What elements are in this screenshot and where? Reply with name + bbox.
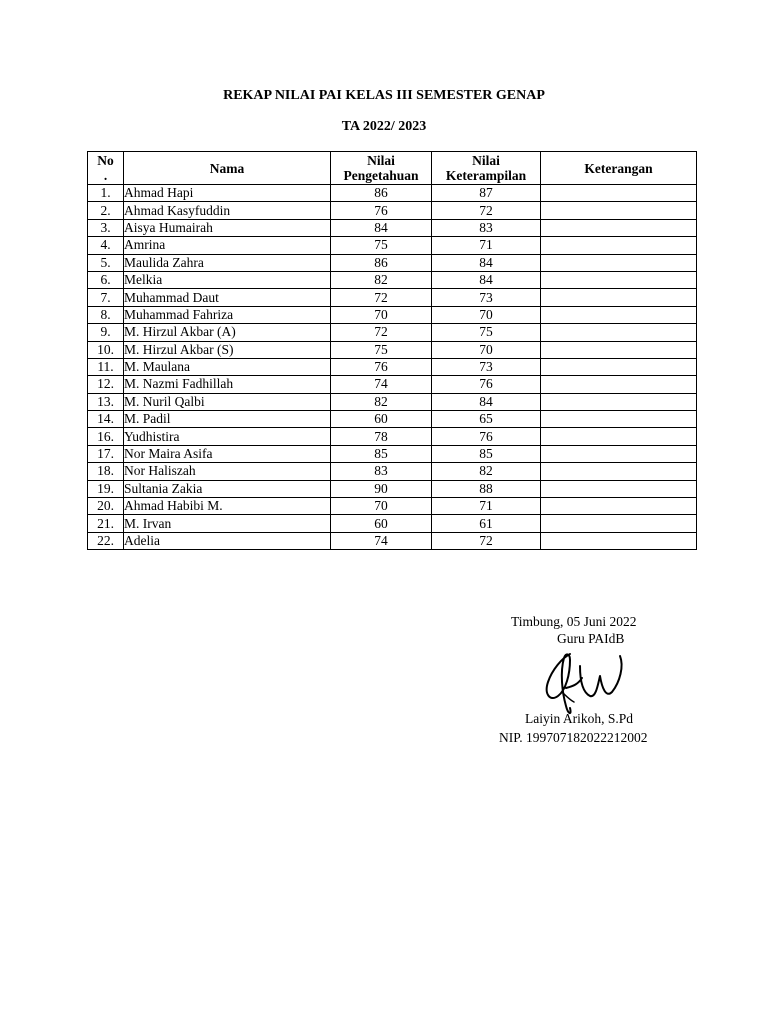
cell-nama: M. Padil bbox=[124, 411, 331, 428]
cell-no: 5. bbox=[88, 254, 124, 271]
grades-table bbox=[87, 151, 697, 550]
cell-no: 22. bbox=[88, 532, 124, 549]
cell-no: 19. bbox=[88, 480, 124, 497]
cell-pengetahuan: 82 bbox=[331, 271, 432, 288]
cell-nama: M. Maulana bbox=[124, 358, 331, 375]
cell-keterampilan: 83 bbox=[432, 219, 541, 236]
cell-nama: Amrina bbox=[124, 237, 331, 254]
table-row bbox=[88, 289, 697, 306]
cell-keterampilan: 73 bbox=[432, 358, 541, 375]
cell-no: 10. bbox=[88, 341, 124, 358]
cell-keterangan bbox=[541, 185, 697, 202]
cell-nama: M. Hirzul Akbar (A) bbox=[124, 324, 331, 341]
cell-keterampilan: 73 bbox=[432, 289, 541, 306]
cell-nama: Muhammad Fahriza bbox=[124, 306, 331, 323]
table-row bbox=[88, 515, 697, 532]
cell-no: 18. bbox=[88, 463, 124, 480]
cell-nama: Ahmad Kasyfuddin bbox=[124, 202, 331, 219]
cell-keterampilan: 61 bbox=[432, 515, 541, 532]
cell-no: 3. bbox=[88, 219, 124, 236]
cell-nama: M. Nuril Qalbi bbox=[124, 393, 331, 410]
table-row bbox=[88, 237, 697, 254]
header-nama: Nama bbox=[124, 152, 331, 185]
cell-pengetahuan: 86 bbox=[331, 254, 432, 271]
cell-keterampilan: 88 bbox=[432, 480, 541, 497]
table-row bbox=[88, 463, 697, 480]
cell-keterangan bbox=[541, 498, 697, 515]
cell-nama: M. Hirzul Akbar (S) bbox=[124, 341, 331, 358]
cell-nama: Aisya Humairah bbox=[124, 219, 331, 236]
cell-pengetahuan: 83 bbox=[331, 463, 432, 480]
signer-nip: NIP. 199707182022212002 bbox=[499, 730, 648, 745]
header-no-label: No . bbox=[97, 153, 114, 183]
cell-keterampilan: 71 bbox=[432, 498, 541, 515]
cell-keterampilan: 84 bbox=[432, 254, 541, 271]
cell-pengetahuan: 86 bbox=[331, 185, 432, 202]
cell-keterampilan: 84 bbox=[432, 393, 541, 410]
cell-no: 4. bbox=[88, 237, 124, 254]
cell-pengetahuan: 72 bbox=[331, 324, 432, 341]
cell-pengetahuan: 72 bbox=[331, 289, 432, 306]
cell-nama: Sultania Zakia bbox=[124, 480, 331, 497]
signer-role: Guru PAIdB bbox=[557, 631, 625, 646]
cell-pengetahuan: 75 bbox=[331, 341, 432, 358]
cell-no: 11. bbox=[88, 358, 124, 375]
cell-keterangan bbox=[541, 271, 697, 288]
cell-keterangan bbox=[541, 428, 697, 445]
cell-pengetahuan: 78 bbox=[331, 428, 432, 445]
cell-keterangan bbox=[541, 480, 697, 497]
cell-keterangan bbox=[541, 237, 697, 254]
table-row bbox=[88, 532, 697, 549]
cell-pengetahuan: 75 bbox=[331, 237, 432, 254]
cell-keterangan bbox=[541, 376, 697, 393]
cell-keterangan bbox=[541, 445, 697, 462]
header-pengetahuan: Nilai Pengetahuan bbox=[331, 152, 432, 185]
cell-keterangan bbox=[541, 411, 697, 428]
header-no bbox=[88, 152, 124, 185]
cell-keterampilan: 71 bbox=[432, 237, 541, 254]
cell-no: 6. bbox=[88, 271, 124, 288]
cell-no: 7. bbox=[88, 289, 124, 306]
cell-pengetahuan: 76 bbox=[331, 202, 432, 219]
table-row bbox=[88, 185, 697, 202]
cell-nama: Melkia bbox=[124, 271, 331, 288]
cell-pengetahuan: 76 bbox=[331, 358, 432, 375]
table-row bbox=[88, 428, 697, 445]
cell-pengetahuan: 74 bbox=[331, 376, 432, 393]
cell-no: 9. bbox=[88, 324, 124, 341]
table-body bbox=[88, 185, 697, 550]
cell-nama: Nor Maira Asifa bbox=[124, 445, 331, 462]
cell-pengetahuan: 60 bbox=[331, 515, 432, 532]
cell-pengetahuan: 74 bbox=[331, 532, 432, 549]
cell-pengetahuan: 90 bbox=[331, 480, 432, 497]
cell-nama: M. Nazmi Fadhillah bbox=[124, 376, 331, 393]
table-row bbox=[88, 219, 697, 236]
table-row bbox=[88, 202, 697, 219]
cell-no: 1. bbox=[88, 185, 124, 202]
signer-name: Laiyin Arikoh, S.Pd bbox=[525, 711, 634, 726]
cell-no: 16. bbox=[88, 428, 124, 445]
cell-keterangan bbox=[541, 219, 697, 236]
cell-pengetahuan: 84 bbox=[331, 219, 432, 236]
document-subtitle: TA 2022/ 2023 bbox=[341, 119, 427, 134]
table-row bbox=[88, 358, 697, 375]
cell-pengetahuan: 82 bbox=[331, 393, 432, 410]
table-header-row bbox=[88, 152, 697, 185]
table-row bbox=[88, 254, 697, 271]
table-row bbox=[88, 341, 697, 358]
cell-nama: Maulida Zahra bbox=[124, 254, 331, 271]
cell-nama: Nor Haliszah bbox=[124, 463, 331, 480]
header-keterampilan: Nilai Keterampilan bbox=[432, 152, 541, 185]
cell-keterangan bbox=[541, 358, 697, 375]
cell-pengetahuan: 70 bbox=[331, 498, 432, 515]
cell-keterampilan: 72 bbox=[432, 202, 541, 219]
cell-keterampilan: 65 bbox=[432, 411, 541, 428]
cell-keterampilan: 76 bbox=[432, 428, 541, 445]
cell-pengetahuan: 60 bbox=[331, 411, 432, 428]
cell-nama: Adelia bbox=[124, 532, 331, 549]
table-row bbox=[88, 271, 697, 288]
cell-keterampilan: 84 bbox=[432, 271, 541, 288]
table-row bbox=[88, 393, 697, 410]
cell-no: 13. bbox=[88, 393, 124, 410]
cell-nama: Yudhistira bbox=[124, 428, 331, 445]
cell-keterampilan: 87 bbox=[432, 185, 541, 202]
cell-nama: Muhammad Daut bbox=[124, 289, 331, 306]
cell-nama: Ahmad Hapi bbox=[124, 185, 331, 202]
cell-keterangan bbox=[541, 532, 697, 549]
header-keterangan: Keterangan bbox=[541, 152, 697, 185]
table-row bbox=[88, 498, 697, 515]
cell-no: 12. bbox=[88, 376, 124, 393]
cell-keterangan bbox=[541, 393, 697, 410]
cell-keterangan bbox=[541, 463, 697, 480]
cell-no: 2. bbox=[88, 202, 124, 219]
place-date: Timbung, 05 Juni 2022 bbox=[511, 614, 637, 629]
table-row bbox=[88, 445, 697, 462]
cell-no: 8. bbox=[88, 306, 124, 323]
cell-keterampilan: 76 bbox=[432, 376, 541, 393]
table-row bbox=[88, 480, 697, 497]
table-row bbox=[88, 376, 697, 393]
cell-keterangan bbox=[541, 254, 697, 271]
cell-keterangan bbox=[541, 289, 697, 306]
cell-keterampilan: 72 bbox=[432, 532, 541, 549]
table-row bbox=[88, 411, 697, 428]
cell-keterampilan: 70 bbox=[432, 306, 541, 323]
cell-nama: M. Irvan bbox=[124, 515, 331, 532]
document-title: REKAP NILAI PAI KELAS III SEMESTER GENAP bbox=[223, 88, 545, 103]
cell-no: 14. bbox=[88, 411, 124, 428]
table-row bbox=[88, 324, 697, 341]
cell-pengetahuan: 85 bbox=[331, 445, 432, 462]
cell-keterampilan: 85 bbox=[432, 445, 541, 462]
cell-keterangan bbox=[541, 515, 697, 532]
cell-pengetahuan: 70 bbox=[331, 306, 432, 323]
cell-no: 21. bbox=[88, 515, 124, 532]
handwritten-signature bbox=[540, 648, 630, 720]
cell-no: 17. bbox=[88, 445, 124, 462]
cell-nama: Ahmad Habibi M. bbox=[124, 498, 331, 515]
table-row bbox=[88, 306, 697, 323]
cell-keterangan bbox=[541, 324, 697, 341]
cell-keterangan bbox=[541, 306, 697, 323]
cell-keterampilan: 75 bbox=[432, 324, 541, 341]
cell-keterangan bbox=[541, 341, 697, 358]
cell-keterangan bbox=[541, 202, 697, 219]
cell-keterampilan: 70 bbox=[432, 341, 541, 358]
cell-keterampilan: 82 bbox=[432, 463, 541, 480]
cell-no: 20. bbox=[88, 498, 124, 515]
